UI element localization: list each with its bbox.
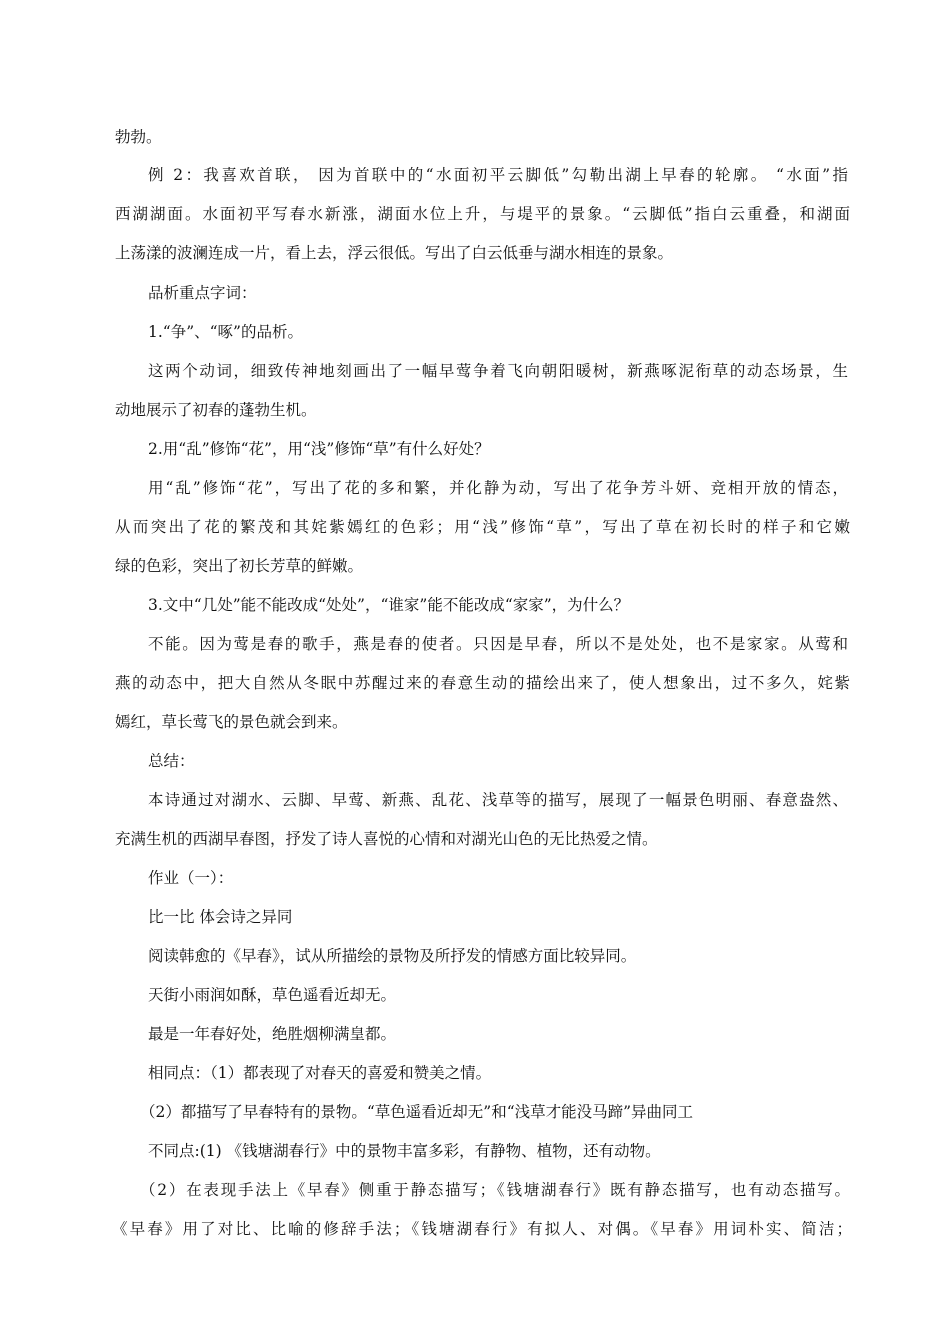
text-line-20: 作业（一）： [148,869,234,887]
text-line-26: （2）都描写了早春特有的景物。“草色遥看近却无”和“浅草才能没马蹄”异曲同工 [140,1103,694,1121]
text-line-15: 燕的动态中，把大自然从冬眠中苏醒过来的春意生动的描绘出来了，使人想象出，过不多久，姹紫 [115,674,850,692]
text-line-3: 西湖湖面。水面初平写春水新涨，湖面水位上升，与堤平的景象。“云脚低”指白云重叠，和湖面 [115,205,850,223]
text-line-9: 2.用“乱”修饰“花”，用“浅”修饰“草”有什么好处？ [148,440,490,458]
text-line-27: 不同点:(1) 《钱塘湖春行》中的景物丰富多彩，有静物、植物，还有动物。 [148,1142,661,1160]
text-line-21: 比一比 体会诗之异同 [148,908,293,926]
text-line-11: 从而突出了花的繁茂和其姹紫嫣红的色彩；用“浅”修饰“草”，写出了草在初长时的样子和它嫩 [115,518,850,536]
text-line-18: 本诗通过对湖水、云脚、早莺、新燕、乱花、浅草等的描写，展现了一幅景色明丽、春意盎然、 [148,791,848,809]
text-line-22: 阅读韩愈的《早春》，试从所描绘的景物及所抒发的情感方面比较异同。 [148,947,637,965]
text-line-23: 天街小雨润如酥，草色遥看近却无。 [148,986,397,1004]
text-line-6: 1.“争”、“啄”的品析。 [148,323,303,341]
text-line-12: 绿的色彩，突出了初长芳草的鲜嫩。 [115,557,364,575]
text-line-24: 最是一年春好处，绝胜烟柳满皇都。 [148,1025,397,1043]
text-line-13: 3.文中“几处”能不能改成“处处”，“谁家”能不能改成“家家”，为什么？ [148,596,630,614]
text-line-28: （2）在表现手法上《早春》侧重于静态描写；《钱塘湖春行》既有静态描写，也有动态描写。 [140,1181,850,1199]
text-line-4: 上荡漾的波澜连成一片，看上去，浮云很低。写出了白云低垂与湖水相连的景象。 [115,244,674,262]
text-line-14: 不能。因为莺是春的歌手，燕是春的使者。只因是早春，所以不是处处，也不是家家。从莺和 [148,635,848,653]
text-line-1: 勃勃。 [115,128,162,146]
text-line-29: 《早春》用了对比、比喻的修辞手法；《钱塘湖春行》有拟人、对偶。《早春》用词朴实、简洁； [112,1220,852,1238]
text-line-25: 相同点：（1）都表现了对春天的喜爱和赞美之情。 [148,1064,492,1082]
text-line-16: 嫣红，草长莺飞的景色就会到来。 [115,713,348,731]
text-line-17: 总结： [148,752,195,770]
text-line-19: 充满生机的西湖早春图，抒发了诗人喜悦的心情和对湖光山色的无比热爱之情。 [115,830,658,848]
text-line-2: 例 2：我喜欢首联， 因为首联中的“水面初平云脚低”勾勒出湖上早春的轮廓。 “水面”指 [148,166,848,184]
text-line-5: 品析重点字词： [148,284,257,302]
text-line-10: 用“乱”修饰“花”，写出了花的多和繁，并化静为动，写出了花争芳斗妍、竞相开放的情态， [148,479,848,497]
text-line-8: 动地展示了初春的蓬勃生机。 [115,401,317,419]
text-line-7: 这两个动词，细致传神地刻画出了一幅早莺争着飞向朝阳暖树，新燕啄泥衔草的动态场景，生 [148,362,848,380]
